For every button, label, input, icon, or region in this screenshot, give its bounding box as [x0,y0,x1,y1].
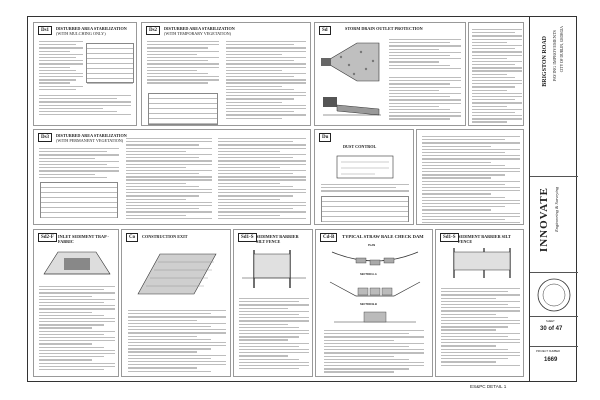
company-cell [530,176,578,272]
engineer-seal [536,277,572,313]
detail-tag: Sd [319,26,331,35]
spec-notes [389,77,461,122]
project-name: BRIGSTON ROAD [542,36,548,87]
sheet-name-footer: ES&PC DETAIL 1 [470,384,507,389]
spec-text-block [147,41,219,86]
dust-table [321,196,409,222]
outlet-section-drawing [321,91,383,121]
check-dam-section-a-drawing [326,278,424,300]
check-dam-plan-drawing [326,248,424,270]
permanent-seeding-table [40,182,118,218]
spec-text-block [239,298,309,371]
detail-tag: Sd1-S [440,233,459,242]
spec-text-block-2 [126,138,212,221]
project-title-cell [530,16,578,176]
detail-title: SEDIMENT BARRIER SILT FENCE [458,234,511,244]
check-dam-section-b-drawing [330,308,420,326]
project-location: CITY OF DUBLIN, GEORGIA [560,26,564,73]
detail-tag: Cd-B [320,233,337,242]
silt-fence-2-drawing [444,246,518,282]
spec-text-block-3 [218,138,306,221]
panel-silt-fence [233,229,313,377]
detail-title: STORM DRAIN OUTLET PROTECTION [345,26,423,31]
title-block [529,16,578,382]
detail-title: CONSTRUCTION EXIT [142,234,188,239]
inlet-trap-drawing [40,244,114,282]
construction-exit-drawing [130,246,224,304]
panel-ds1 [33,22,137,126]
project-subtitle: PAVING IMPROVEMENTS [552,30,557,82]
seal-cell [530,272,578,316]
project-number-cell [530,346,578,382]
panel-storm-drain [314,22,466,126]
detail-tag: Sd1-S [238,233,257,242]
company-logo-text: INNOVATE [538,187,550,253]
detail-title: INLET SEDIMENT TRAP - FABRIC [58,234,109,244]
detail-title: TYPICAL STRAW BALE CHECK DAM [342,234,424,239]
panel-general-notes [416,129,524,225]
section-b-label: SECTION B-B [360,303,377,306]
spec-notes-text [472,29,522,126]
panel-dust-control [314,129,414,225]
spec-text-block [39,148,119,180]
panel-construction-exit [121,229,231,377]
detail-title: DISTURBED AREA STABILIZATION (WITH MULCHING ONLY) [56,26,127,36]
spec-text-block [324,330,424,375]
general-notes-text [422,136,520,225]
dust-control-drawing [335,154,395,180]
sheet-cell [530,316,578,346]
project-number-label: PROJECT NUMBER [536,350,561,353]
spec-text-block [389,39,461,71]
spec-text-block [39,41,83,92]
panel-spec-notes [468,22,524,126]
mulch-rate-table [86,43,134,83]
detail-tag: Du [319,133,331,142]
detail-tag: Co [126,233,138,242]
silt-fence-drawing [240,246,308,292]
spec-text-block-2 [226,41,306,121]
spec-text-block [441,288,520,368]
panel-inlet-sediment-trap [33,229,119,377]
panel-check-dam [315,229,433,377]
company-tagline: Engineering & Surveying [554,187,559,232]
panel-silt-fence-2 [435,229,524,377]
panel-ds3 [33,129,311,225]
spec-notes [39,95,131,117]
spec-text-block [321,184,409,194]
outlet-plan-drawing [321,37,383,87]
section-a-label: SECTION A-A [360,273,377,276]
project-number: 1669 [544,357,558,363]
panel-ds2 [141,22,311,126]
detail-tag: Ds3 [38,133,52,142]
detail-tag: Ds1 [38,26,52,35]
spec-text-block [128,310,226,374]
detail-title: DISTURBED AREA STABILIZATION (WITH PERMANENT VEGETATION) [56,133,127,143]
detail-title: DUST CONTROL [343,144,377,149]
detail-title: DISTURBED AREA STABILIZATION (WITH TEMPORARY VEGETATION) [164,26,235,36]
sheet-number: 30 of 47 [540,326,563,332]
detail-title: SEDIMENT BARRIER SILT FENCE [256,234,299,244]
detail-tag: Sd2-F [38,233,57,242]
spec-text-block [39,286,115,372]
seeding-table [148,93,218,125]
plan-label: PLAN [368,244,376,247]
bottom-rule [27,381,577,382]
sheet-label: SHEET [546,320,555,323]
detail-tag: Ds2 [146,26,160,35]
